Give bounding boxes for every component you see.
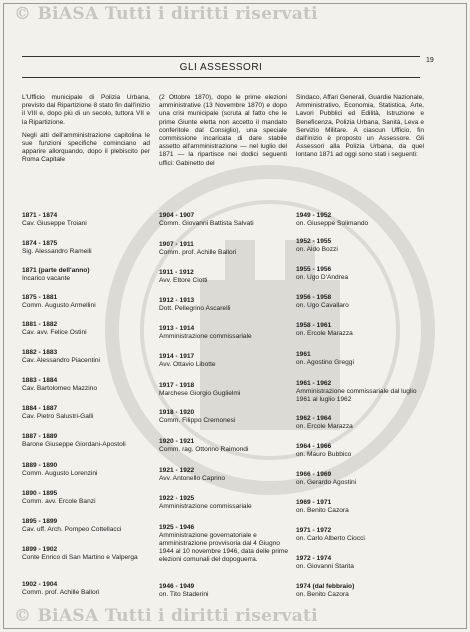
- entry-years: 1974 (dal febbraio): [296, 583, 355, 590]
- entry-years: 1881 - 1882: [22, 321, 58, 328]
- entry-name: Avv. Antonello Caprino: [159, 475, 226, 482]
- entry-years: 1874 - 1875: [22, 240, 58, 247]
- entry-name: Comm. prof. Achille Ballori: [22, 589, 100, 596]
- entry-name: on. Benito Cazora: [296, 591, 349, 598]
- entry-years: 1920 - 1921: [159, 438, 195, 445]
- list-item: [159, 438, 291, 454]
- intro-paragraph: (2 Ottobre 1870), dopo le prime elezioni amministrative (13 Novembre 1870) e dopo una crisi municipale (scruta al fatto che le prime Giunte eletta non accetto il mandato conferitole dal Consiglio), una speciale commissione incaricata di dare stabile assetto all'amministrazione — nel luglio del 1871 — la ripartisce nei dodici seguenti uffici: Gabinetto del: [159, 94, 287, 167]
- list-item: [159, 382, 291, 398]
- list-item: [296, 555, 428, 571]
- watermark-bottom: © BiASA Tutti i diritti riservati: [14, 606, 318, 626]
- entry-name: Amministrazione governatoriale e amministrazione provvisoria dal 4 Giugno 1944 al 10 novembre 1946, data delle prime elezioni comunali del dopoguerra.: [159, 532, 289, 563]
- entry-years: 1914 - 1917: [159, 353, 195, 360]
- entry-years: 1883 - 1884: [22, 377, 58, 384]
- list-item: [22, 581, 154, 597]
- entry-name: Amministrazione commissariale: [159, 333, 252, 340]
- intro-paragraph: L'Ufficio municipale di Polizia Urbana, previsto dal Ripartizione 8 stato fin dall'inizio il VIII e, dopo più di un secolo, tuttora VII e la Ripartizione.: [22, 94, 150, 126]
- list-item: [296, 443, 428, 459]
- list-item: [296, 238, 428, 254]
- entry-name: on. Carlo Alberto Ciocci: [296, 535, 365, 542]
- entry-years: 1918 - 1920: [159, 409, 195, 416]
- entry-years: 1964 - 1966: [296, 443, 332, 450]
- entry-years: 1921 - 1922: [159, 467, 195, 474]
- list-item: [296, 266, 428, 282]
- entry-name: on. Ercole Marazza: [296, 330, 353, 337]
- entry-name: on. Ugo Cavallaro: [296, 302, 349, 309]
- entry-years: 1917 - 1918: [159, 382, 195, 389]
- list-item: [22, 321, 154, 337]
- entry-years: 1899 - 1902: [22, 546, 58, 553]
- entry-name: on. Benito Cazora: [296, 507, 349, 514]
- intro-paragraph: Negli atti dell'amministrazione capitolina le sue funzioni specifiche cominciano ad apparire allorquando, dopo il plebiscito per Roma Capitale: [22, 131, 150, 164]
- list-item: [296, 351, 428, 367]
- list-item: [159, 467, 291, 483]
- entry-years: 1884 - 1887: [22, 405, 58, 412]
- list-item: [296, 294, 428, 310]
- entry-name: Marchese Giorgio Guglielmi: [159, 390, 241, 397]
- entry-name: Comm. avv. Ercole Banzi: [22, 498, 96, 505]
- entry-years: 1913 - 1914: [159, 325, 195, 332]
- list-item: [296, 471, 428, 487]
- list-item: [296, 527, 428, 543]
- entry-name: on. Mauro Bubbico: [296, 451, 352, 458]
- entry-name: Cav. Alessandro Piacentini: [22, 357, 100, 364]
- entry-years: 1961 - 1962: [296, 380, 332, 387]
- entry-years: 1889 - 1890: [22, 462, 58, 469]
- list-item: [159, 325, 291, 341]
- entry-name: on. Ercole Marazza: [296, 423, 353, 430]
- list-item: [22, 267, 154, 283]
- list-item: [159, 241, 291, 257]
- entry-years: 1956 - 1958: [296, 294, 332, 301]
- entry-name: Cav. Bartolomeo Mazzino: [22, 385, 98, 392]
- entry-name: Conte Enrico di San Martino e Valperga: [22, 554, 138, 561]
- entry-name: Comm. prof. Achille Ballori: [159, 249, 237, 256]
- list-item: [159, 269, 291, 285]
- list-item: [22, 490, 154, 506]
- entry-years: 1962 - 1964: [296, 415, 332, 422]
- entry-years: 1961: [296, 351, 311, 358]
- entry-years: 1912 - 1913: [159, 297, 195, 304]
- list-item: [159, 583, 291, 599]
- entry-name: on. Agostino Greggi: [296, 359, 354, 366]
- list-item: [159, 524, 291, 564]
- entry-name: on. Gerardo Agostini: [296, 479, 357, 486]
- list-item: [22, 240, 154, 256]
- entry-years: 1949 - 1952: [296, 212, 332, 219]
- watermark-top: © BiASA Tutti i diritti riservati: [14, 4, 318, 24]
- title-rule-bottom: [22, 77, 420, 78]
- entry-name: Dott. Pellegrino Ascarelli: [159, 305, 231, 312]
- entry-years: 1966 - 1969: [296, 471, 332, 478]
- list-item: [296, 212, 428, 228]
- entry-years: 1922 - 1925: [159, 495, 195, 502]
- list-item: [159, 297, 291, 313]
- list-item: [22, 462, 154, 478]
- list-item: [159, 495, 291, 511]
- entry-years: 1925 - 1946: [159, 524, 195, 531]
- entry-name: on. Giuseppe Solimando: [296, 220, 369, 227]
- list-item: [22, 377, 154, 393]
- page-number: 19: [426, 57, 434, 64]
- entry-years: 1971 - 1972: [296, 527, 332, 534]
- entry-name: Comm. Filippo Cremonesi: [159, 417, 236, 424]
- list-item: [22, 433, 154, 449]
- entry-years: 1882 - 1883: [22, 349, 58, 356]
- entry-name: Amministrazione commissariale dal luglio 1961 al luglio 1962: [296, 388, 417, 403]
- entry-name: Amministrazione commissariale: [159, 503, 252, 510]
- entry-years: 1907 - 1911: [159, 241, 194, 248]
- list-item: [22, 405, 154, 421]
- entry-name: Cav. Pietro Salustri-Galli: [22, 413, 94, 420]
- list-item: [296, 415, 428, 431]
- intro-column-3: [296, 94, 424, 165]
- entry-name: Comm. rag. Ottorino Raimondi: [159, 446, 249, 453]
- entry-name: Avv. Ettore Ciotti: [159, 277, 208, 284]
- entry-name: Comm. Augusto Armellini: [22, 302, 96, 309]
- entry-years: 1875 - 1881: [22, 294, 58, 301]
- entry-name: Cav. uff. Arch. Pompeo Cottellacci: [22, 526, 122, 533]
- entry-years: 1902 - 1904: [22, 581, 58, 588]
- list-item: [159, 353, 291, 369]
- entry-years: 1871 - 1874: [22, 212, 58, 219]
- entry-years: 1952 - 1955: [296, 238, 332, 245]
- list-item: [159, 409, 291, 425]
- entry-years: 1904 - 1907: [159, 212, 195, 219]
- intro-paragraph: Sindaco, Affari Generali, Guardie Nazionale, Amministrativo, Economia, Statistica, Arte, Lavori Pubblici ed Edilità, Istruzione e Beneficenza, Polizia Urbana, Sanità, Leva e Servizio Militare. A ciascun Ufficio, fin dall'inizio è proposto un Assessore. Gli Assessori alla Polizia Urbana, da quel lontano 1871 ad oggi sono stati i seguenti:: [296, 94, 424, 159]
- intro-column-2: [159, 94, 287, 173]
- entry-name: Comm. Augusto Lorenzini: [22, 470, 98, 477]
- entry-name: Incarico vacante: [22, 275, 71, 282]
- intro-column-1: [22, 94, 150, 170]
- entry-years: 1911 - 1912: [159, 269, 194, 276]
- list-item: [22, 349, 154, 365]
- entry-name: Barone Giuseppe Giordani-Apostoli: [22, 441, 126, 448]
- list-item: [22, 212, 154, 228]
- title-rule-top: [22, 56, 420, 57]
- entry-years: 1969 - 1971: [296, 499, 332, 506]
- entry-years: 1890 - 1895: [22, 490, 58, 497]
- list-item: [296, 380, 428, 404]
- entry-name: Cav. avv. Felice Ostini: [22, 329, 87, 336]
- entry-name: Comm. Giovanni Battista Salvati: [159, 220, 254, 227]
- list-item: [296, 499, 428, 515]
- entry-years: 1946 - 1949: [159, 583, 195, 590]
- entry-name: on. Tito Staderini: [159, 591, 209, 598]
- entry-name: Cav. Giuseppe Troiani: [22, 220, 87, 227]
- entry-name: on. Aldo Bozzi: [296, 246, 338, 253]
- entry-years: 1895 - 1899: [22, 518, 58, 525]
- list-item: [296, 583, 428, 599]
- list-item: [159, 212, 291, 228]
- entry-years: 1955 - 1956: [296, 266, 332, 273]
- list-item: [22, 546, 154, 562]
- entry-name: on. Giovanni Starita: [296, 563, 354, 570]
- entry-years: 1887 - 1889: [22, 433, 58, 440]
- list-item: [22, 518, 154, 534]
- entry-name: Avv. Ottavio Libotte: [159, 361, 216, 368]
- entry-name: on. Ugo D'Andrea: [296, 274, 349, 281]
- entry-years: 1871 (parte dell'anno): [22, 267, 90, 274]
- list-item: [22, 294, 154, 310]
- page-title: GLI ASSESSORI: [179, 62, 263, 73]
- list-item: [296, 322, 428, 338]
- entry-years: 1958 - 1961: [296, 322, 332, 329]
- entry-name: Sig. Alessandro Rameili: [22, 248, 92, 255]
- entry-years: 1972 - 1974: [296, 555, 332, 562]
